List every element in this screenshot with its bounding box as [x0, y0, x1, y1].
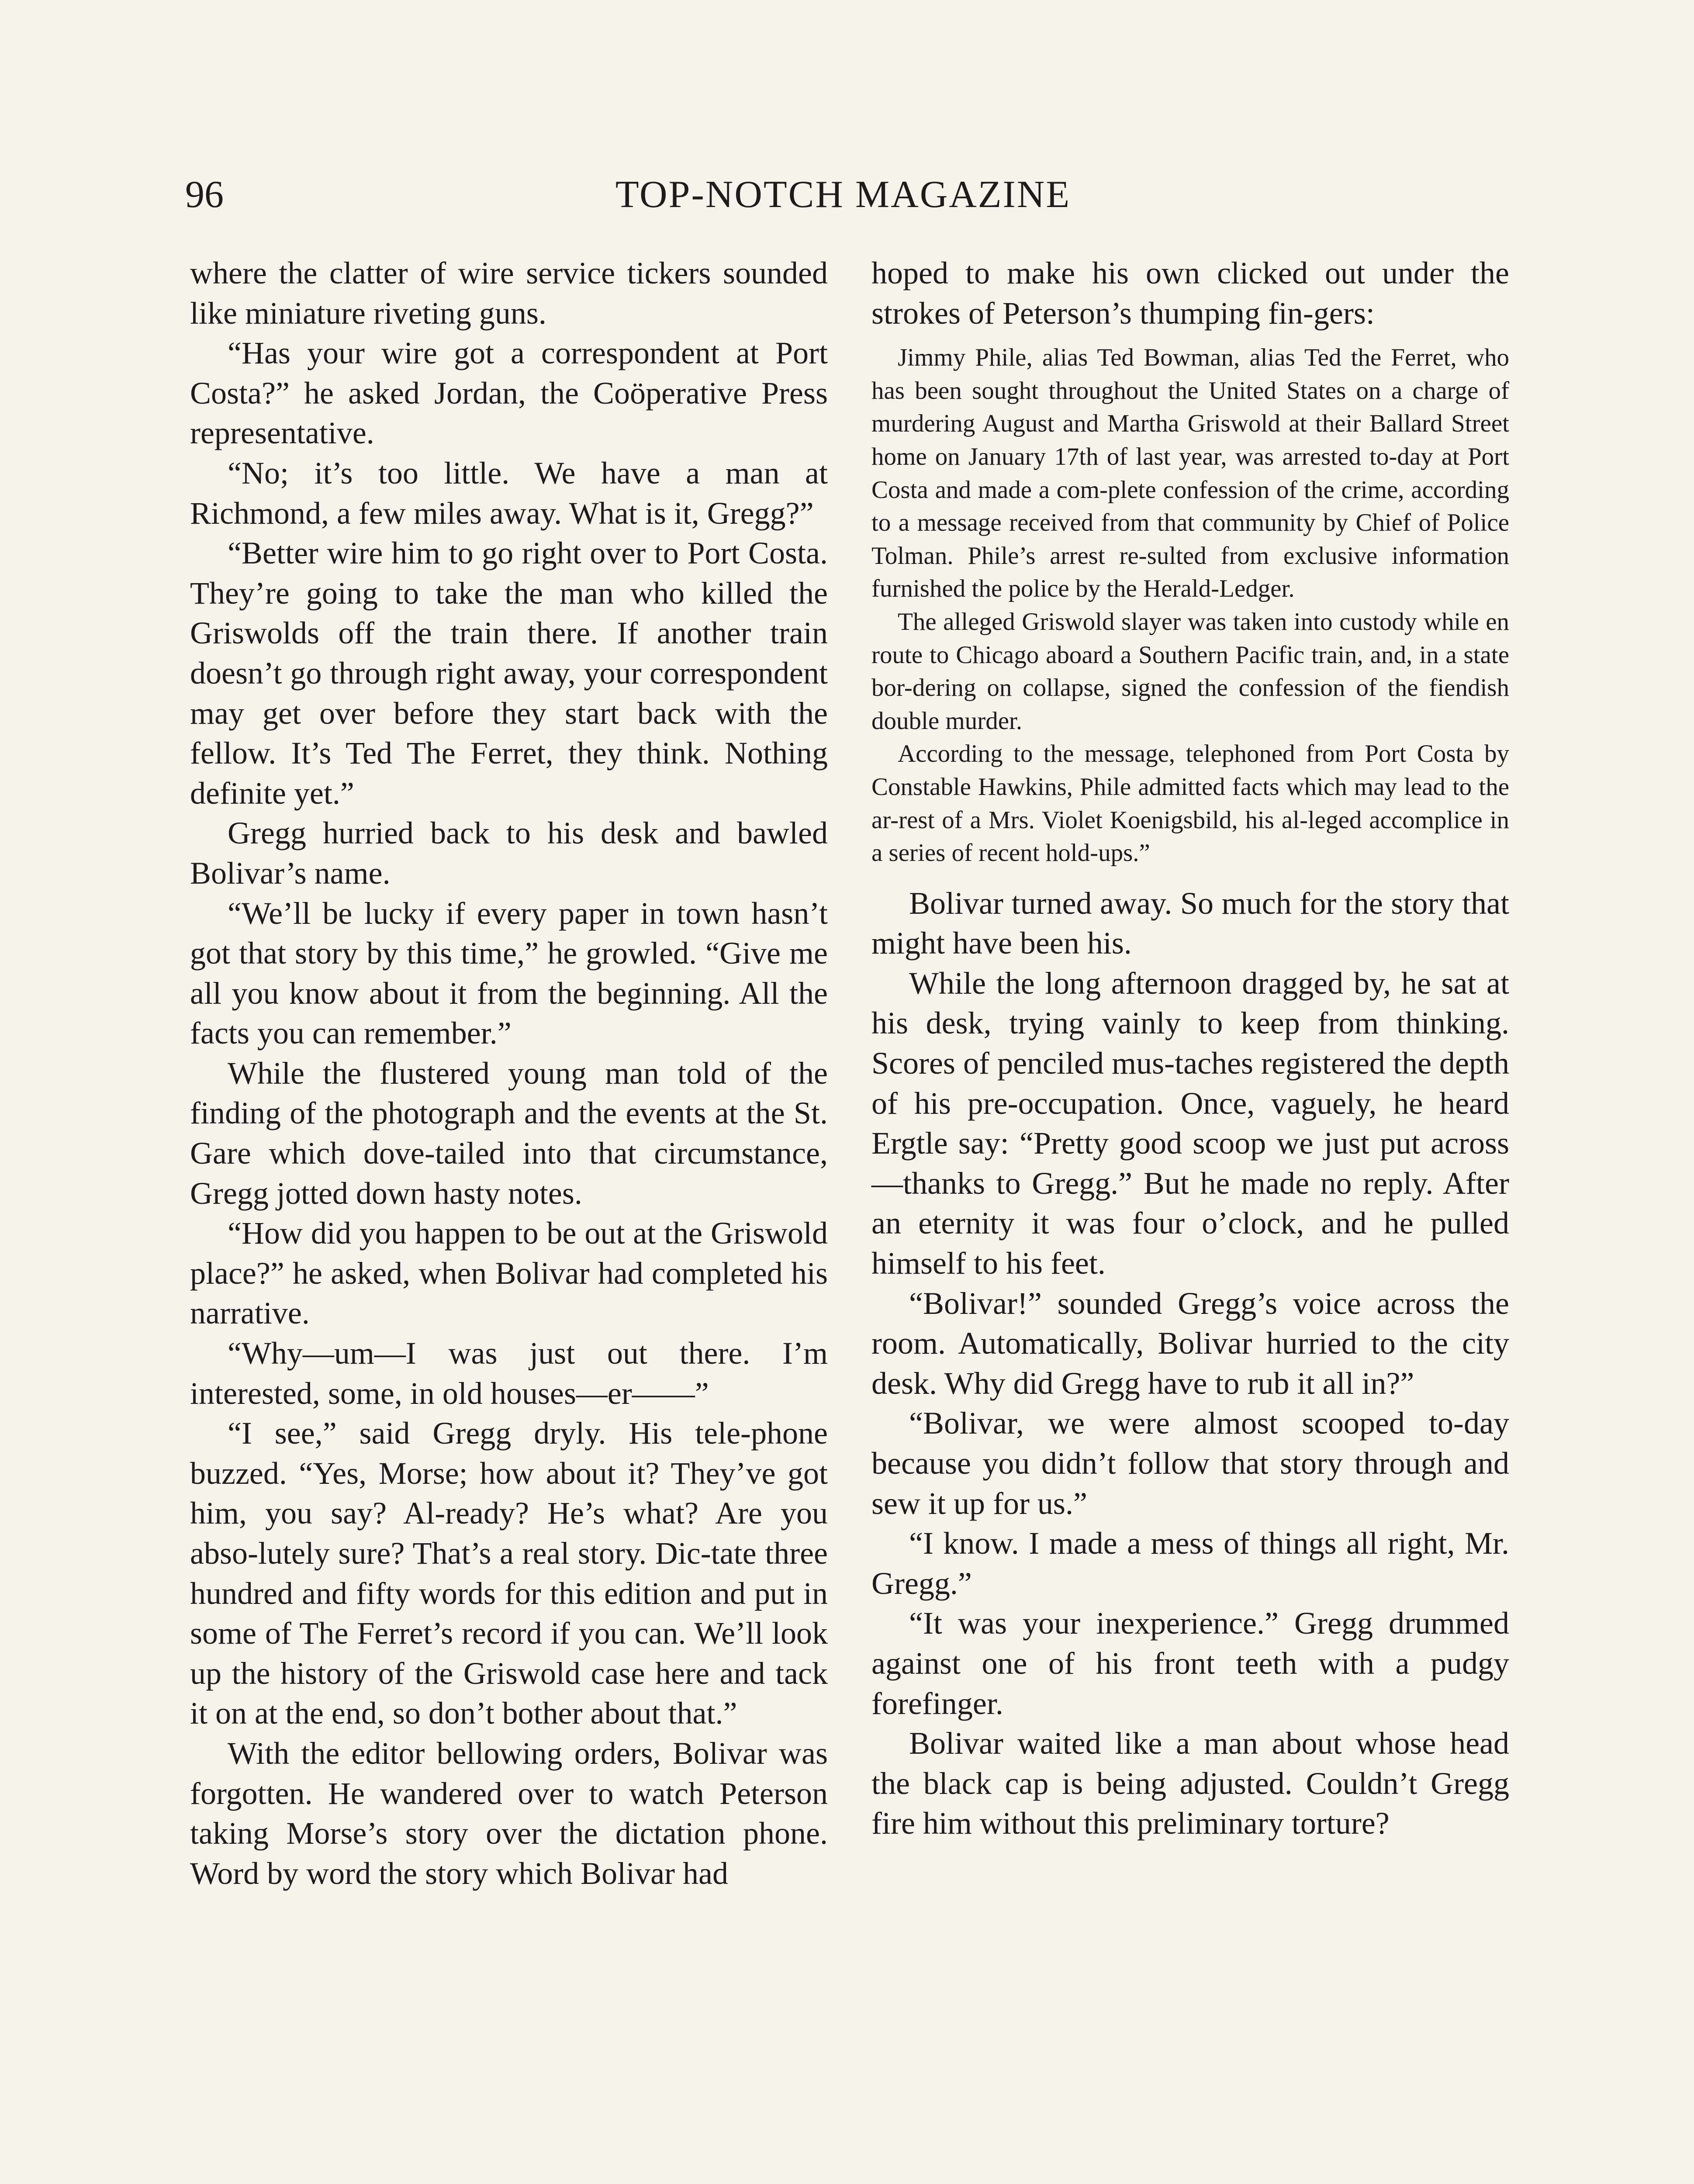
paragraph: “No; it’s too little. We have a man at Richmond, a few miles away. What is it, Gregg?” — [190, 455, 828, 531]
paragraph: “Why—um—I was just out there. I’m interested, some, in old houses—er——” — [190, 1336, 828, 1411]
paragraph: Bolivar turned away. So much for the story that might have been his. — [871, 885, 1509, 961]
paragraph: “I know. I made a mess of things all right, Mr. Gregg.” — [871, 1526, 1509, 1601]
paragraph: “We’ll be lucky if every paper in town hasn’t got that story by this time,” he growled. “Give me all you know about it from the beginning. All the facts you can remember.” — [190, 895, 828, 1051]
paragraph: “How did you happen to be out at the Griswold place?” he asked, when Bolivar had completed his narrative. — [190, 1216, 828, 1331]
right-column — [871, 253, 1509, 1844]
paragraph: “It was your inexperience.” Gregg drummed against one of his front teeth with a pudgy forefinger. — [871, 1606, 1509, 1721]
paragraph: “Bolivar!” sounded Gregg’s voice across the room. Automatically, Bolivar hurried to the city desk. Why did Gregg have to rub it all in?” — [871, 1286, 1509, 1401]
paragraph: “Has your wire got a correspondent at Port Costa?” he asked Jordan, the Coöperative Press representative. — [190, 335, 828, 451]
paragraph: “Better wire him to go right over to Port Costa. They’re going to take the man who killed the Griswolds off the train there. If another train doesn’t go through right away, your correspondent may get over before they start back with the fellow. It’s Ted The Ferret, they think. Nothing definite yet.” — [190, 536, 828, 811]
paragraph: hoped to make his own clicked out under the strokes of Peterson’s thumping fin-gers: — [871, 256, 1509, 331]
news-item-paragraph: The alleged Griswold slayer was taken into custody while en route to Chicago aboard a Southern Pacific train, and, in a state bor-dering on collapse, signed the confession of the fiendish double murder. — [871, 608, 1509, 735]
paragraph: Gregg hurried back to his desk and bawled Bolivar’s name. — [190, 816, 828, 891]
news-item-paragraph: According to the message, telephoned from Port Costa by Constable Hawkins, Phile admitted facts which may lead to the ar-rest of a Mrs. Violet Koenigsbild, his al-leged accomplice in a series of recent hold-ups.” — [871, 740, 1509, 867]
paragraph: “Bolivar, we were almost scooped to-day because you didn’t follow that story through and sew it up for us.” — [871, 1406, 1509, 1521]
page-number: 96 — [185, 173, 224, 216]
news-item-paragraph: Jimmy Phile, alias Ted Bowman, alias Ted the Ferret, who has been sought throughout the United States on a charge of murdering August and Martha Griswold at their Ballard Street home on January 17th of last year, was arrested to-day at Port Costa and made a com-plete confession of the crime, according to a message received from that community by Chief of Police Tolman. Phile’s arrest re-sulted from exclusive information furnished the police by the Herald-Ledger. — [871, 344, 1509, 603]
paragraph: where the clatter of wire service tickers sounded like miniature riveting guns. — [190, 256, 828, 331]
paragraph: While the long afternoon dragged by, he sat at his desk, trying vainly to keep from thinking. Scores of penciled mus-taches registered the depth of his pre-occupation. Once, vaguely, he heard Ergtle say: “Pretty good scoop we just put across—thanks to Gregg.” But he made no reply. After an eternity it was four o’clock, and he pulled himself to his feet. — [871, 965, 1509, 1281]
left-column — [190, 253, 828, 1894]
paragraph: While the flustered young man told of the finding of the photograph and the events at the St. Gare which dove-tailed into that circumstance, Gregg jotted down hasty notes. — [190, 1055, 828, 1211]
news-item-quote — [871, 341, 1509, 870]
paragraph: Bolivar waited like a man about whose head the black cap is being adjusted. Couldn’t Gregg fire him without this preliminary torture? — [871, 1726, 1509, 1841]
paragraph: “I see,” said Gregg dryly. His tele-phone buzzed. “Yes, Morse; how about it? They’ve got him, you say? Al-ready? He’s what? Are you abso-lutely sure? That’s a real story. Dic-tate three hundred and fifty words for this edition and put in some of The Ferret’s record if you can. We’ll look up the history of the Griswold case here and tack it on at the end, so don’t bother about that.” — [190, 1416, 828, 1731]
paragraph: With the editor bellowing orders, Bolivar was forgotten. He wandered over to watch Peterson taking Morse’s story over the dictation phone. Word by word the story which Bolivar had — [190, 1735, 828, 1891]
running-title: TOP-NOTCH MAGAZINE — [615, 173, 1071, 216]
